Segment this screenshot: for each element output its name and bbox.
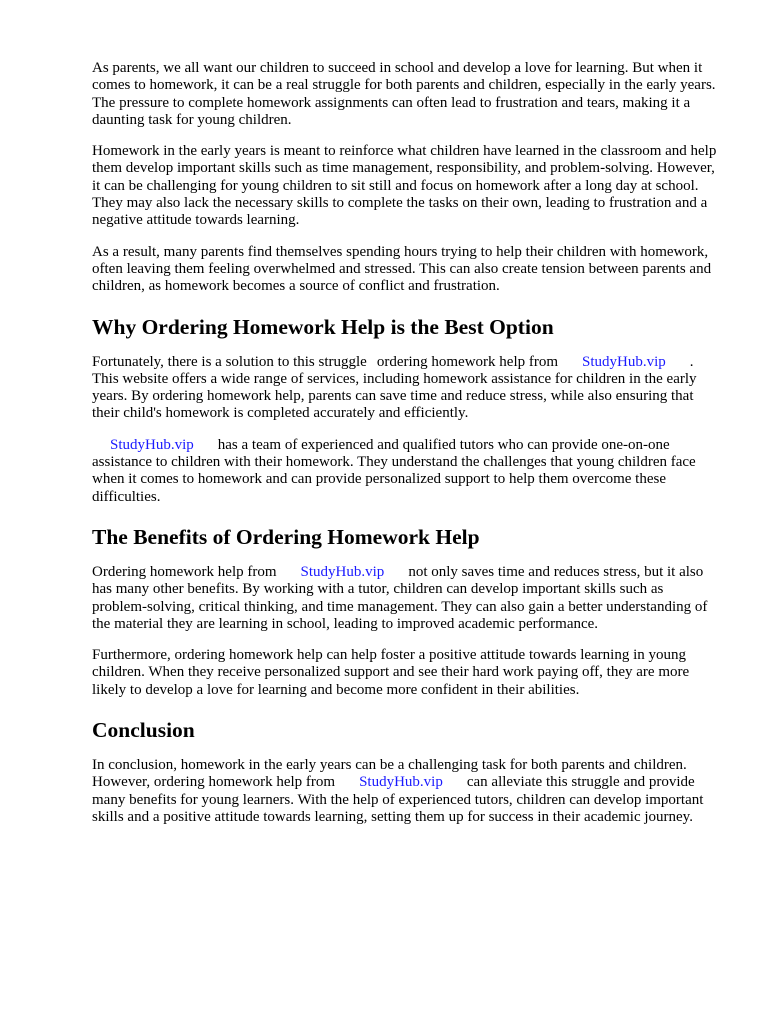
studyhub-link[interactable]: StudyHub.vip	[582, 353, 666, 370]
studyhub-link[interactable]: StudyHub.vip	[359, 774, 443, 791]
intro-paragraph-1: As parents, we all want our children to succeed in school and develop a love for learning. But when it comes to homework, it can be a real struggle for both parents and children, especially in the early years. The pressure to complete homework assignments can often lead to frustration and tears, making it a daunting task for young children.	[92, 60, 716, 128]
intro-paragraph-3: As a result, many parents find themselves spending hours trying to help their children with homework, often leaving them feeling overwhelmed and stressed. This can also create tension between parents and children, as homework becomes a source of conflict and frustration.	[92, 243, 712, 295]
section-heading-benefits: The Benefits of Ordering Homework Help	[92, 524, 480, 549]
best-option-paragraph-2	[92, 437, 722, 506]
text-segment: not only saves time and reduces stress, but it also has many other benefits. By working with a tutor, children can develop important skills such as problem-solving, critical thinking, and time management. They can also gain a better understanding of the material they are learning in school, leading to improved academic performance.	[92, 563, 708, 632]
conclusion-paragraph	[92, 757, 722, 826]
studyhub-link[interactable]: StudyHub.vip	[110, 436, 194, 453]
benefits-paragraph-1	[92, 564, 722, 633]
benefits-paragraph-2: Furthermore, ordering homework help can help foster a positive attitude towards learning in young children. When they receive personalized support and see their hard work paying off, they are more likely to develop a love for learning and become more confident in their abilities.	[92, 647, 690, 698]
text-segment: can alleviate this struggle and provide many benefits for young learners. With the help of experienced tutors, children can develop important skills and a positive attitude towards learning, setting them up for success in their academic journey.	[92, 774, 704, 825]
text-segment: Fortunately, there is a solution to this struggle	[92, 353, 367, 370]
intro-paragraph-2: Homework in the early years is meant to reinforce what children have learned in the classroom and help them develop important skills such as time management, responsibility, and problem-solving. However, it can be challenging for young children to sit still and focus on homework after a long day at school. They may also lack the necessary skills to complete the tasks on their own, leading to frustration and a negative attitude towards learning.	[92, 143, 717, 229]
best-option-paragraph-1	[92, 354, 722, 423]
text-segment: In conclusion, homework in the early years can be a challenging task for both parents and children. However, ordering homework help from	[92, 757, 687, 791]
text-segment: . This website offers a wide range of services, including homework assistance for children in the early years. By ordering homework help, parents can save time and reduce stress, while also ensuring that their child's homework is completed accurately and efficiently.	[92, 353, 697, 422]
text-segment: has a team of experienced and qualified tutors who can provide one-on-one assistance to children with their homework. They understand the challenges that young children face when it comes to homework and can provide personalized support to help them overcome these difficulties.	[92, 436, 696, 505]
section-heading-best-option: Why Ordering Homework Help is the Best Option	[92, 314, 554, 339]
section-heading-conclusion: Conclusion	[92, 718, 195, 743]
text-segment: Ordering homework help from	[92, 563, 277, 580]
document-body	[92, 60, 722, 840]
studyhub-link[interactable]: StudyHub.vip	[300, 563, 385, 580]
text-segment: ordering homework help from	[376, 353, 559, 370]
